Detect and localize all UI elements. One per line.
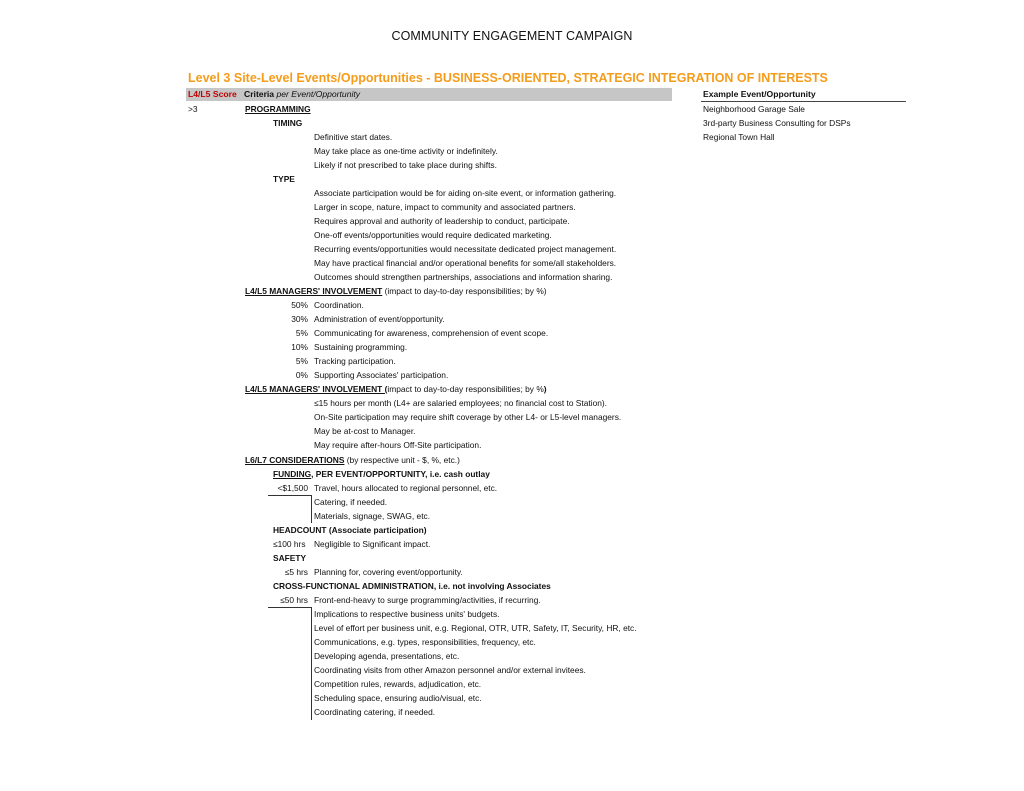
example-item: Neighborhood Garage Sale xyxy=(703,104,805,114)
pct-value: 30% xyxy=(291,314,308,324)
timing-item: Definitive start dates. xyxy=(314,132,393,142)
example-header-underline xyxy=(701,101,906,102)
type-item: Associate participation would be for aiding on-site event, or information gathering. xyxy=(314,188,617,198)
funding-heading: FUNDING, PER EVENT/OPPORTUNITY, i.e. cash outlay xyxy=(273,469,490,479)
safety-item: Planning for, covering event/opportunity. xyxy=(314,567,463,577)
bracket-line xyxy=(268,607,312,608)
managers-item: Sustaining programming. xyxy=(314,342,408,352)
headcount-heading: HEADCOUNT (Associate participation) xyxy=(273,525,427,535)
example-column-header: Example Event/Opportunity xyxy=(703,89,816,99)
score-value: >3 xyxy=(188,104,198,114)
programming-heading: PROGRAMMING xyxy=(245,104,311,114)
type-item: Requires approval and authority of leadership to conduct, participate. xyxy=(314,216,570,226)
funding-item: Materials, signage, SWAG, etc. xyxy=(314,511,431,521)
example-item: Regional Town Hall xyxy=(703,132,775,142)
section-heading: Level 3 Site-Level Events/Opportunities - BUSINESS-ORIENTED, STRATEGIC INTEGRATION OF INTERESTS xyxy=(188,71,828,85)
pct-value: 5% xyxy=(295,356,308,366)
managers-item: Communicating for awareness, comprehension of event scope. xyxy=(314,328,549,338)
managers-hours-item: On-Site participation may require shift coverage by other L4- or L5-level managers. xyxy=(314,412,622,422)
cross-functional-amount: ≤50 hrs xyxy=(280,595,308,605)
example-item: 3rd-party Business Consulting for DSPs xyxy=(703,118,851,128)
bracket-line xyxy=(268,495,312,496)
type-item: Outcomes should strengthen partnerships, associations and information sharing. xyxy=(314,272,613,282)
pct-value: 50% xyxy=(291,300,308,310)
criteria-label: Criteria xyxy=(244,89,275,99)
managers-item: Supporting Associates' participation. xyxy=(314,370,449,380)
funding-amount: <$1,500 xyxy=(277,483,308,493)
funding-item: Travel, hours allocated to regional personnel, etc. xyxy=(314,483,498,493)
headcount-item: Negligible to Significant impact. xyxy=(314,539,431,549)
cross-functional-heading: CROSS-FUNCTIONAL ADMINISTRATION, i.e. not involving Associates xyxy=(273,581,551,591)
managers-item: Administration of event/opportunity. xyxy=(314,314,445,324)
safety-heading: SAFETY xyxy=(273,553,307,563)
timing-heading: TIMING xyxy=(273,118,303,128)
cross-functional-item: Coordinating catering, if needed. xyxy=(314,707,436,717)
managers-hours-item: May be at-cost to Manager. xyxy=(314,426,416,436)
criteria-header-bar xyxy=(186,88,672,101)
type-item: May have practical financial and/or operational benefits for some/all stakeholders. xyxy=(314,258,617,268)
bracket-line xyxy=(311,495,312,523)
cross-functional-item: Coordinating visits from other Amazon personnel and/or external invitees. xyxy=(314,665,586,675)
timing-item: Likely if not prescribed to take place during shifts. xyxy=(314,160,497,170)
managers-hours-item: ≤15 hours per month (L4+ are salaried employees; no financial cost to Station). xyxy=(314,398,607,408)
cross-functional-item: Communications, e.g. types, responsibilities, frequency, etc. xyxy=(314,637,536,647)
type-heading: TYPE xyxy=(273,174,295,184)
managers-item: Coordination. xyxy=(314,300,364,310)
criteria-column-header xyxy=(244,89,360,99)
criteria-sublabel: per Event/Opportunity xyxy=(276,89,361,99)
timing-item: May take place as one-time activity or indefinitely. xyxy=(314,146,498,156)
score-column-header: L4/L5 Score xyxy=(188,89,237,99)
cross-functional-item: Developing agenda, presentations, etc. xyxy=(314,651,460,661)
cross-functional-item: Scheduling space, ensuring audio/visual, etc. xyxy=(314,693,482,703)
type-item: Recurring events/opportunities would necessitate dedicated project management. xyxy=(314,244,617,254)
type-item: One-off events/opportunities would require dedicated marketing. xyxy=(314,230,552,240)
pct-value: 0% xyxy=(295,370,308,380)
headcount-amount: ≤100 hrs xyxy=(273,539,306,549)
managers-hours-item: May require after-hours Off-Site participation. xyxy=(314,440,482,450)
managers-item: Tracking participation. xyxy=(314,356,396,366)
cross-functional-item: Front-end-heavy to surge programming/activities, if recurring. xyxy=(314,595,541,605)
cross-functional-item: Competition rules, rewards, adjudication, etc. xyxy=(314,679,482,689)
cross-functional-item: Level of effort per business unit, e.g. Regional, OTR, UTR, Safety, IT, Security, HR, etc. xyxy=(314,623,637,633)
pct-value: 5% xyxy=(295,328,308,338)
cross-functional-item: Implications to respective business units' budgets. xyxy=(314,609,500,619)
l6-l7-considerations-heading: L6/L7 CONSIDERATIONS (by respective unit - $, %, etc.) xyxy=(245,455,460,465)
type-item: Larger in scope, nature, impact to community and associated partners. xyxy=(314,202,576,212)
pct-value: 10% xyxy=(291,342,308,352)
managers-involvement-pct-heading: L4/L5 MANAGERS' INVOLVEMENT (impact to day-to-day responsibilities; by %) xyxy=(245,286,547,296)
bracket-line xyxy=(311,607,312,720)
page-title: COMMUNITY ENGAGEMENT CAMPAIGN xyxy=(391,29,633,43)
safety-amount: ≤5 hrs xyxy=(284,567,308,577)
managers-involvement-hours-heading: L4/L5 MANAGERS' INVOLVEMENT (impact to day-to-day responsibilities; by %) xyxy=(245,384,547,394)
funding-item: Catering, if needed. xyxy=(314,497,388,507)
